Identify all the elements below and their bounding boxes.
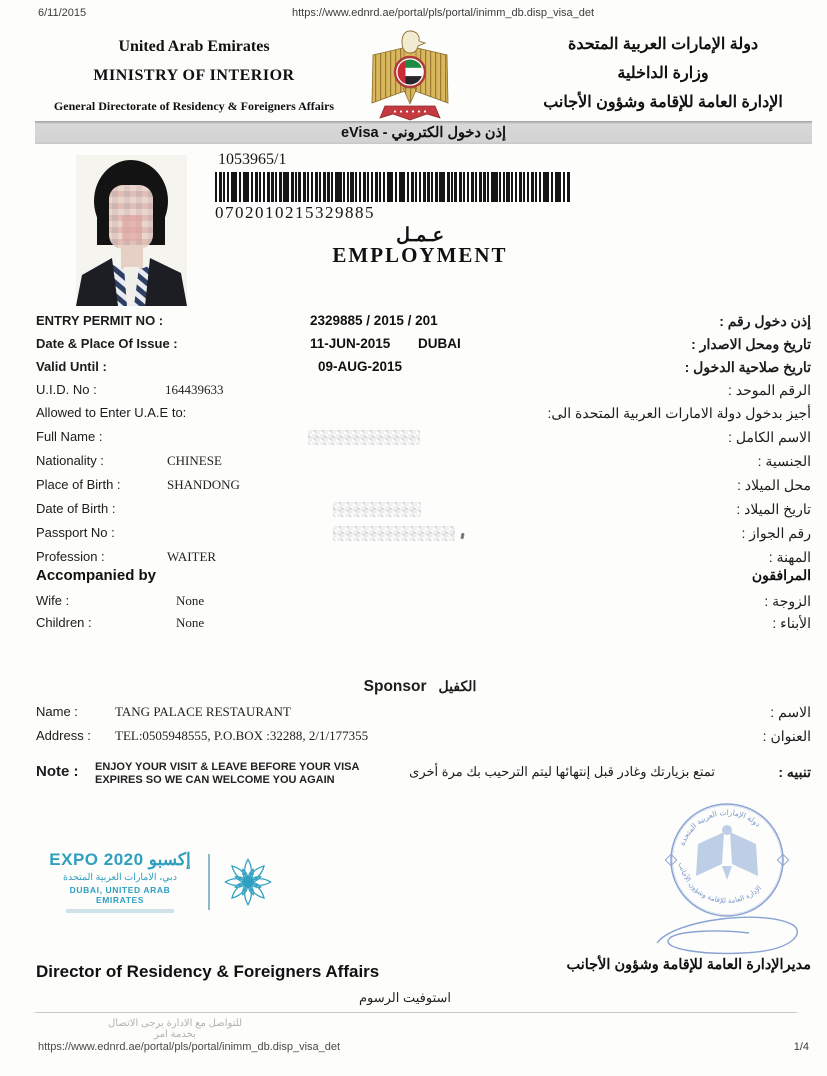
- scan-artifact: [460, 533, 464, 539]
- note-label-ar: تنبيه :: [778, 764, 811, 780]
- field-value: 164439633: [165, 382, 224, 397]
- visa-type-arabic: عـمـل: [396, 225, 444, 246]
- ministry-name: MINISTRY OF INTERIOR: [93, 67, 295, 84]
- field-label-en: Passport No :: [36, 525, 115, 540]
- field-value: 09-AUG-2015: [318, 359, 403, 374]
- field-row-full-name: [0, 429, 827, 448]
- visa-file-number: 1053965/1: [218, 151, 287, 168]
- evisa-title-banner: [35, 121, 812, 144]
- field-row-sponsor-name: [0, 704, 827, 723]
- accompanied-title: Accompanied by: [36, 567, 157, 584]
- field-label-en: Nationality :: [36, 453, 104, 468]
- expo2020-flower-icon: [223, 857, 273, 907]
- redacted-value: [333, 526, 455, 541]
- uae-falcon-emblem-icon: [367, 29, 453, 123]
- barcode: [215, 172, 571, 202]
- field-label-ar: العنوان :: [762, 728, 811, 744]
- field-label-en: Full Name :: [36, 429, 103, 444]
- print-footer-url: https://www.ednrd.ae/portal/pls/portal/inimm_db.disp_visa_det: [38, 1041, 341, 1053]
- visa-type: EMPLOYMENT: [332, 243, 508, 267]
- field-label-en: Wife :: [36, 593, 70, 608]
- field-row-allowed-to-enter: [0, 405, 827, 424]
- field-value: SHANDONG: [167, 477, 240, 492]
- field-label-ar: تاريخ ومحل الاصدار :: [691, 336, 811, 352]
- field-value: 11-JUN-2015: [310, 336, 391, 351]
- field-label-en: Valid Until :: [36, 359, 107, 374]
- field-row-date-place-issue: [0, 336, 827, 355]
- note-label: Note :: [36, 763, 79, 780]
- field-label-en: Profession :: [36, 549, 105, 564]
- redacted-value: [308, 430, 420, 445]
- applicant-photo: [76, 155, 187, 306]
- director-title-ar: مديرالإدارة العامة للإقامة وشؤون الأجانب: [566, 957, 811, 973]
- expo-divider: [208, 854, 210, 910]
- directorate-name-ar: الإدارة العامة للإقامة وشؤون الأجانب: [543, 94, 783, 111]
- field-label-ar: الجنسية :: [757, 453, 811, 469]
- sponsor-title: Sponsor: [363, 678, 427, 695]
- field-row-entry-permit: [0, 313, 827, 332]
- field-label-ar: الزوجة :: [764, 593, 811, 609]
- field-label-en: ENTRY PERMIT NO :: [36, 313, 164, 328]
- letterhead-arabic: [513, 34, 813, 121]
- field-label-ar: إذن دخول رقم :: [719, 313, 811, 329]
- field-value: None: [176, 593, 205, 608]
- redacted-value: [333, 502, 421, 517]
- field-row-date-of-birth: [0, 501, 827, 520]
- field-label-en: U.I.D. No :: [36, 382, 97, 397]
- field-label-ar: الأبناء :: [772, 615, 811, 631]
- expo-fineprint: [66, 909, 174, 913]
- field-label-en: Date & Place Of Issue :: [36, 336, 178, 351]
- accompanied-title-ar: المرافقون: [751, 567, 811, 583]
- note-text-en: [95, 761, 395, 787]
- fees-collected-note: استوفيت الرسوم: [358, 990, 452, 1005]
- field-label-ar: رقم الجواز :: [741, 525, 811, 541]
- field-label-en: Date of Birth :: [36, 501, 116, 516]
- field-row-passport-no: [0, 525, 827, 544]
- directorate-name: General Directorate of Residency & Foreigners Affairs: [53, 99, 335, 113]
- field-value: TANG PALACE RESTAURANT: [115, 704, 291, 719]
- accompanied-by-header: [0, 567, 827, 586]
- svg-text:دولة الإمارات العربية المتحدة: دولة الإمارات العربية المتحدة: [677, 807, 763, 847]
- field-label-ar: محل الميلاد :: [737, 477, 811, 493]
- field-label-en: Children :: [36, 615, 92, 630]
- country-name: United Arab Emirates: [118, 38, 270, 55]
- field-value: CHINESE: [167, 453, 222, 468]
- field-value: TEL:0505948555, P.O.BOX :32288, 2/1/177355: [115, 728, 369, 743]
- sponsor-header: [215, 678, 625, 696]
- field-row-place-of-birth: [0, 477, 827, 496]
- director-title: Director of Residency & Foreigners Affairs: [36, 962, 380, 981]
- field-label-en: Name :: [36, 704, 78, 719]
- letterhead-english: [38, 38, 350, 114]
- field-label-ar: المهنة :: [768, 549, 811, 565]
- field-row-wife: [0, 593, 827, 612]
- field-label-ar: تاريخ الميلاد :: [736, 501, 811, 517]
- print-header-url: https://www.ednrd.ae/portal/pls/portal/inimm_db.disp_visa_det: [292, 7, 595, 19]
- country-name-ar: دولة الإمارات العربية المتحدة: [567, 36, 759, 53]
- field-row-uid: [0, 382, 827, 401]
- barcode-number: 0702010215329885: [215, 203, 375, 222]
- svg-text:الإدارة العامة للإقامة وشؤون ا: الإدارة العامة للإقامة وشؤون الأجانب: [676, 861, 764, 906]
- field-label-en: Address :: [36, 728, 91, 743]
- field-label-ar: تاريخ صلاحية الدخول :: [684, 359, 811, 375]
- expo-city-en: DUBAI, UNITED ARAB EMIRATES: [69, 885, 171, 905]
- field-label-ar: الرقم الموحد :: [727, 382, 811, 398]
- note-text-ar: تمتع بزيارتك وغادر قبل إنتهائها ليتم الترحيب بك مرة أخرى: [409, 764, 715, 779]
- field-row-children: [0, 615, 827, 634]
- print-date: 6/11/2015: [38, 7, 87, 19]
- field-row-sponsor-address: [0, 728, 827, 747]
- field-value-place: DUBAI: [418, 336, 461, 351]
- field-value: None: [176, 615, 205, 630]
- contact-note: للتواصل مع الادارة يرجى الاتصال بخدمة امر: [107, 1018, 243, 1040]
- footer-divider: [35, 1012, 797, 1013]
- field-value: WAITER: [167, 549, 217, 564]
- field-row-nationality: [0, 453, 827, 472]
- field-label-ar: الاسم :: [770, 704, 811, 720]
- expo-city-ar: دبي، الامارات العربية المتحدة: [63, 872, 177, 883]
- field-label-en: Place of Birth :: [36, 477, 121, 492]
- page-number: 1/4: [793, 1041, 809, 1053]
- ministry-name-ar: وزارة الداخلية: [617, 65, 709, 82]
- note-text-line1: ENJOY YOUR VISIT & LEAVE BEFORE YOUR VISA: [95, 761, 360, 773]
- field-value: 2329885 / 2015 / 201: [310, 313, 438, 328]
- expo-wordmark: EXPO 2020 إكسبو: [49, 850, 191, 869]
- evisa-title: eVisa - إذن دخول الكتروني: [340, 124, 507, 141]
- note-text-line2: EXPIRES SO WE CAN WELCOME YOU AGAIN: [95, 774, 335, 786]
- field-label-ar: أجيز بدخول دولة الامارات العربية المتحدة الى:: [547, 405, 811, 421]
- field-label-ar: الاسم الكامل :: [728, 429, 811, 445]
- field-row-profession: [0, 549, 827, 568]
- sponsor-title-ar: الكفيل: [438, 678, 477, 694]
- field-row-valid-until: [0, 359, 827, 378]
- field-label-en: Allowed to Enter U.A.E to:: [36, 405, 187, 420]
- expo2020-logo: [45, 850, 273, 913]
